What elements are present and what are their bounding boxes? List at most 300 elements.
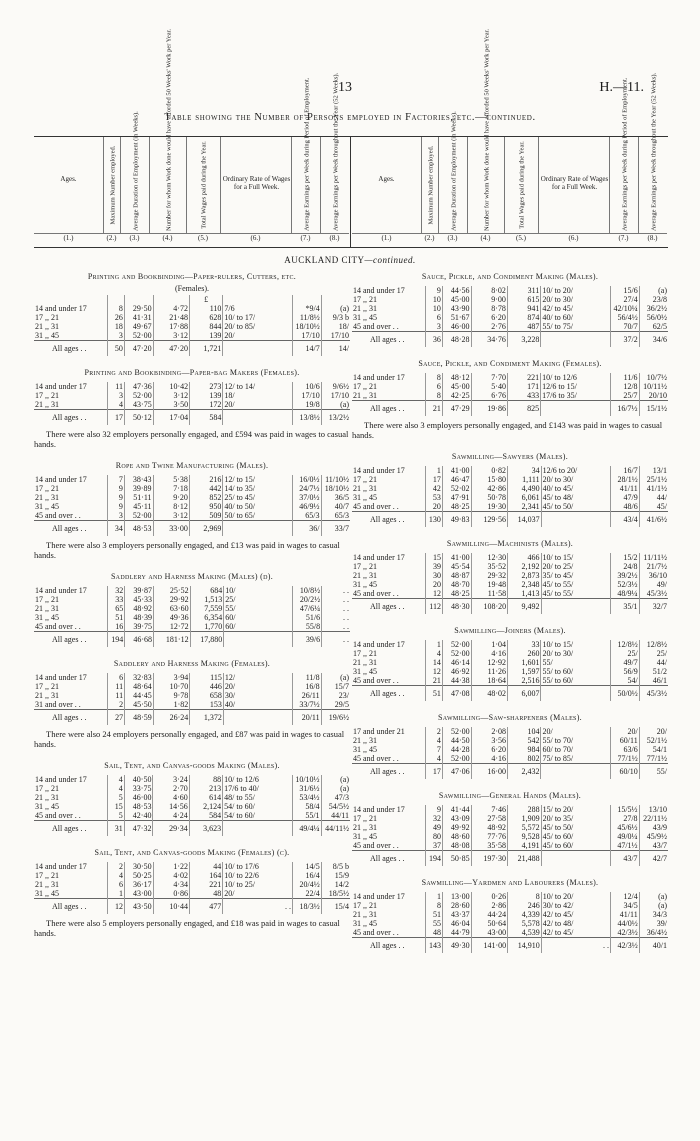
table-cell: 47/3 <box>321 793 350 802</box>
table-cell: 23/ <box>321 691 350 700</box>
table-cell: 40/ to 60/ <box>541 313 610 322</box>
table-cell: 36·17 <box>124 880 153 889</box>
total-cell <box>224 632 293 648</box>
table-cell: 802 <box>508 754 541 764</box>
table-cell: 14 and under 17 <box>353 805 405 814</box>
currency-cell <box>153 295 189 304</box>
total-cell: All ages . . <box>352 851 426 867</box>
column-head-label: Average Earnings per Week throughout the Year (52 Weeks). <box>332 72 339 231</box>
table-cell: 17 ,, 21 <box>35 682 59 691</box>
total-cell: 14,910 <box>508 938 542 954</box>
total-cell: All ages . . <box>34 341 108 357</box>
table-cell: 5 <box>108 793 125 802</box>
table-cell: 36/4½ <box>639 928 668 938</box>
table-cell: 5,578 <box>508 919 542 928</box>
table-cell: 874 <box>507 313 540 322</box>
table-cell: 41·31 <box>124 313 153 322</box>
total-cell: 584 <box>190 410 223 426</box>
table-cell: 41/11 <box>611 484 640 493</box>
table-cell: 16/0½ <box>292 475 321 484</box>
table-cell: 46·00 <box>442 322 471 332</box>
table-cell: 4,339 <box>508 910 542 919</box>
table-row <box>34 673 350 682</box>
column-number: (6.) <box>538 233 609 248</box>
table-cell: 56/0½ <box>639 313 668 322</box>
table-cell: 658 <box>190 691 224 700</box>
table-cell: . . <box>322 595 350 604</box>
table-cell: 40·50 <box>124 775 153 784</box>
table-cell: (a) <box>321 673 350 682</box>
table-cell: 221 <box>507 373 540 382</box>
table-cell: 48·25 <box>442 589 471 599</box>
table-cell: 54/ to 60/ <box>223 811 292 821</box>
total-cell: 18/3½ <box>292 899 321 915</box>
section-spacer <box>352 779 668 785</box>
table-cell: 25/ to 45/ <box>223 493 292 502</box>
table-cell: 45/ <box>639 502 668 512</box>
table-cell: 55 <box>426 919 443 928</box>
total-cell: 6,007 <box>508 686 541 702</box>
table-cell: 7·46 <box>471 805 507 814</box>
table-cell: 6,354 <box>190 613 224 622</box>
table-cell: 33 <box>508 640 541 649</box>
table-cell: 10/11½ <box>639 382 668 391</box>
right-column <box>352 266 668 959</box>
table-cell: 139 <box>190 391 223 400</box>
table-cell: 31 ,, 45 <box>353 313 377 322</box>
total-cell: 60/10 <box>610 764 639 780</box>
table-cell: 88 <box>189 775 222 784</box>
table-cell: 2,341 <box>508 502 542 512</box>
table-cell: 60/ <box>224 613 293 622</box>
table-cell: 14/5 <box>292 862 321 871</box>
table-cell: 34/3 <box>639 910 668 919</box>
table-cell: 45 and over . . <box>353 322 399 331</box>
table-cell: 20/ <box>639 727 668 736</box>
table-cell: 51·11 <box>124 493 153 502</box>
table-cell: 2,192 <box>508 562 541 571</box>
table-row <box>34 862 350 871</box>
table-row <box>34 811 350 821</box>
table-row <box>352 295 668 304</box>
table-cell: 12/8 <box>610 382 639 391</box>
table-cell: 17 ,, 21 <box>353 475 377 484</box>
table-row <box>352 373 668 382</box>
table-cell: 110 <box>189 304 222 313</box>
total-cell: 35/1 <box>610 599 639 615</box>
total-cell: 27 <box>108 710 125 726</box>
table-cell: *9/4 <box>292 304 321 313</box>
table-row <box>34 613 350 622</box>
total-cell: 48·28 <box>442 332 471 348</box>
table-row <box>34 511 350 521</box>
total-cell <box>541 332 610 348</box>
city-heading <box>0 255 700 265</box>
table-cell: 21 ,, 31 <box>35 322 59 331</box>
table-cell: 40/ to 45/ <box>541 484 610 493</box>
total-cell: 194 <box>108 632 125 648</box>
table-cell: 5·38 <box>153 475 189 484</box>
table-cell: . . <box>322 586 350 595</box>
section-table <box>352 286 668 347</box>
table-row <box>34 382 350 391</box>
section-table <box>34 382 350 425</box>
table-cell: 14 <box>426 658 443 667</box>
table-cell: 14 and under 17 <box>35 673 87 682</box>
table-cell: 19·30 <box>471 502 507 512</box>
total-cell: 12 <box>108 899 125 915</box>
table-cell: . . <box>322 604 350 613</box>
table-cell: 21 ,, 31 <box>353 823 377 832</box>
table-cell: 21 ,, 31 <box>353 304 377 313</box>
total-cell: 10·44 <box>153 899 189 915</box>
table-cell: 20/ <box>223 331 292 341</box>
table-cell: 4 <box>108 400 125 410</box>
table-cell: 171 <box>507 382 540 391</box>
table-cell: 9 <box>426 805 443 814</box>
total-cell: All ages . . <box>34 821 108 837</box>
table-cell: 55/ to 70/ <box>541 736 610 745</box>
table-cell: 8·02 <box>471 286 507 295</box>
table-cell: 48·64 <box>125 682 154 691</box>
table-row <box>34 484 350 493</box>
column-head-label: Average Earnings per Week throughout the Year (52 Weeks). <box>650 72 657 231</box>
table-cell: 11/8 <box>292 673 321 682</box>
table-cell: 53/4½ <box>292 793 321 802</box>
table-cell: 21/7½ <box>639 562 668 571</box>
table-cell: 46/1 <box>639 676 668 686</box>
table-row <box>34 793 350 802</box>
table-cell: 25/ <box>224 595 293 604</box>
table-cell: 153 <box>190 700 224 710</box>
currency-cell: £ <box>189 295 222 304</box>
table-row <box>34 331 350 341</box>
table-cell: 14 and under 17 <box>353 466 405 475</box>
column-head-6-right <box>538 137 610 233</box>
section-table <box>34 775 350 836</box>
table-cell: 60/ to 70/ <box>541 745 610 754</box>
table-cell: 31 ,, 45 <box>35 613 59 622</box>
table-cell: 14 and under 17 <box>353 640 405 649</box>
table-cell: 65/3 <box>321 511 350 521</box>
table-row <box>34 622 350 632</box>
table-cell: 20/ to 25/ <box>541 562 610 571</box>
section-spacer <box>352 527 668 533</box>
column-head-label: Maximum Number employed. <box>427 145 434 225</box>
total-cell: 181·12 <box>153 632 190 648</box>
total-cell <box>223 710 292 726</box>
table-cell: 21 ,, 31 <box>35 691 59 700</box>
total-row <box>34 521 350 537</box>
table-cell: 42·86 <box>471 484 507 493</box>
column-head-label: Average Duration of Employment (in Weeks). <box>132 111 139 231</box>
table-cell: 17 ,, 21 <box>353 382 377 391</box>
total-cell: 36 <box>426 332 443 348</box>
column-number: (5.) <box>186 233 220 248</box>
table-cell: 31 ,, 45 <box>353 919 377 928</box>
table-cell: (a) <box>639 901 668 910</box>
total-cell: 112 <box>426 599 443 615</box>
section-spacer <box>34 836 350 842</box>
table-row <box>352 484 668 493</box>
total-cell: 141·00 <box>471 938 507 954</box>
total-cell: 16/7½ <box>610 401 639 417</box>
table-cell: 18/ <box>223 391 293 400</box>
table-cell: 9/6½ <box>321 382 350 391</box>
table-cell: 27·58 <box>471 814 507 823</box>
table-cell: 45 and over . . <box>353 589 399 598</box>
table-cell: 3 <box>108 331 125 341</box>
table-cell: 46·47 <box>442 475 471 484</box>
section-title: Sauce, Pickle, and Condiment Making (Males). <box>421 272 599 281</box>
table-cell: 6·20 <box>471 745 507 754</box>
total-cell: 21 <box>426 401 443 417</box>
total-cell: 40/1 <box>639 938 668 954</box>
table-cell: 7 <box>426 745 443 754</box>
table-cell: 6·76 <box>471 391 507 401</box>
table-cell: 43·09 <box>442 814 471 823</box>
table-cell: 12 <box>426 667 443 676</box>
section-title: Printing and Bookbinding—Paper-bag Makers (Females). <box>84 368 300 377</box>
section-title: Sawmilling—Yardmen and Labourers (Males). <box>421 878 599 887</box>
total-cell: 50·85 <box>442 851 471 867</box>
table-cell: 17 and under 21 <box>353 727 405 736</box>
table-cell: 55/ <box>224 604 293 613</box>
table-cell: 39·87 <box>125 586 154 595</box>
section-spacer <box>34 356 350 362</box>
total-cell: All ages . . <box>34 632 108 648</box>
total-cell: 13/2½ <box>321 410 350 426</box>
table-cell: 52/1½ <box>639 736 668 745</box>
table-row <box>34 604 350 613</box>
table-cell: 4·34 <box>153 880 189 889</box>
total-row <box>352 512 668 528</box>
table-cell: 15 <box>108 802 125 811</box>
table-cell: 30 <box>426 571 443 580</box>
table-cell: 29·32 <box>471 571 507 580</box>
column-number: (7.) <box>609 233 638 248</box>
table-cell: 10/ to 20/ <box>541 286 610 295</box>
total-cell: All ages . . <box>352 764 426 780</box>
page-reference: H.—11. <box>599 80 644 95</box>
table-cell: 36/10 <box>639 571 668 580</box>
table-cell: 10/ to 17/ <box>223 313 292 322</box>
table-cell: 17 ,, 21 <box>35 871 59 880</box>
table-cell: 31 ,, 45 <box>353 580 377 589</box>
section-note: There were also 5 employers personally engaged, and £18 was paid in wages to casual hands. <box>34 918 340 938</box>
table-cell: 20/2½ <box>293 595 322 604</box>
total-cell: All ages . . <box>34 899 108 915</box>
table-cell: 33 <box>108 595 125 604</box>
section-table <box>352 640 668 701</box>
table-cell: 45 and over . . <box>35 811 81 820</box>
table-cell: 13/10 <box>639 805 668 814</box>
table-cell: 77/1½ <box>639 754 668 764</box>
table-cell: 10 <box>426 304 443 313</box>
table-row <box>34 586 350 595</box>
table-row <box>34 871 350 880</box>
table-cell: 60/ <box>224 622 293 632</box>
section-spacer <box>34 647 350 653</box>
table-cell: 47·91 <box>442 493 471 502</box>
table-cell: 20/ <box>223 889 293 899</box>
table-cell: 42/10¼ <box>610 304 639 313</box>
table-cell: 2·76 <box>471 322 507 332</box>
table-cell: 2 <box>108 862 125 871</box>
table-cell: 8·78 <box>471 304 507 313</box>
table-cell: 36/5 <box>321 493 350 502</box>
table-cell: 47/1½ <box>610 841 639 851</box>
table-cell: 55/ to 75/ <box>541 322 610 332</box>
total-cell: 17,880 <box>190 632 224 648</box>
table-cell: 30/ to 42/ <box>541 901 610 910</box>
total-cell: 47·20 <box>153 341 189 357</box>
column-number: (6.) <box>220 233 291 248</box>
total-cell: 26·24 <box>153 710 189 726</box>
table-cell: 37/0½ <box>292 493 321 502</box>
total-cell: All ages . . <box>352 599 426 615</box>
section-title: Sawmilling—General Hands (Males). <box>438 791 582 800</box>
table-cell: 42/ to 48/ <box>541 919 610 928</box>
table-cell: 48·12 <box>442 373 471 382</box>
table-cell: 25/7 <box>610 391 639 401</box>
table-cell: 14 and under 17 <box>35 862 87 871</box>
table-cell: 43/9 <box>639 823 668 832</box>
table-cell: 1 <box>108 889 125 899</box>
section-title: Sawmilling—Joiners (Males). <box>454 626 566 635</box>
table-cell: 1,413 <box>508 589 541 599</box>
table-cell: 31 ,, 45 <box>353 667 377 676</box>
section-table <box>352 466 668 527</box>
table-cell: 14 and under 17 <box>353 373 405 382</box>
table-row <box>352 658 668 667</box>
table-cell: 48·53 <box>124 802 153 811</box>
table-cell: 10/ to 17/6 <box>223 862 293 871</box>
table-cell: 45 and over . . <box>35 622 81 631</box>
table-cell: 49·36 <box>153 613 190 622</box>
table-cell: 4·24 <box>153 811 189 821</box>
table-cell: 6 <box>108 673 125 682</box>
total-cell: 194 <box>426 851 443 867</box>
table-cell: 21 <box>426 676 443 686</box>
table-cell: 20/4½ <box>292 880 321 889</box>
table-cell: 433 <box>507 391 540 401</box>
table-cell: 48·08 <box>442 841 471 851</box>
table-cell: 311 <box>507 286 540 295</box>
column-number: (8.) <box>638 233 667 248</box>
table-cell: 30/ <box>223 691 292 700</box>
column-head-1-left <box>34 137 103 233</box>
table-row <box>34 391 350 400</box>
table-cell: 51 <box>108 613 125 622</box>
table-cell: 3·12 <box>153 331 189 341</box>
table-cell: 15·80 <box>471 475 507 484</box>
table-cell: 45·00 <box>442 382 471 391</box>
total-cell: 48·59 <box>125 710 154 726</box>
table-cell: 6 <box>108 880 125 889</box>
table-cell: 39/ <box>639 919 668 928</box>
table-cell: 11/8½ <box>292 313 321 322</box>
table-cell: 45/ to 50/ <box>541 823 610 832</box>
section-spacer <box>352 701 668 707</box>
table-cell: 11·58 <box>471 589 507 599</box>
column-number: (8.) <box>320 233 349 248</box>
column-head-label: Average Earnings per Week during Period of Employment. <box>303 77 310 231</box>
table-cell: 950 <box>189 502 222 511</box>
table-cell: 17/10 <box>292 391 321 400</box>
table-cell: 51 <box>426 910 443 919</box>
section-spacer <box>34 449 350 455</box>
table-cell: 684 <box>190 586 224 595</box>
table-cell: 45/ to 55/ <box>541 580 610 589</box>
table-row <box>352 736 668 745</box>
table-cell: (a) <box>639 286 668 295</box>
table-cell: 15/9 <box>321 871 350 880</box>
table-cell: 54/1 <box>639 745 668 754</box>
table-cell: 52·00 <box>124 331 153 341</box>
table-cell: 466 <box>508 553 541 562</box>
city-name: AUCKLAND CITY <box>284 255 365 265</box>
total-cell: 46·68 <box>125 632 154 648</box>
section-spacer <box>34 938 350 944</box>
table-cell: 6·20 <box>471 313 507 322</box>
table-cell: 12/8½ <box>610 640 639 649</box>
column-head-5-left <box>186 137 221 233</box>
table-cell: 1·82 <box>153 700 189 710</box>
table-cell: 16 <box>108 622 125 632</box>
column-head-2-left <box>103 137 121 233</box>
table-cell: 27/8 <box>610 814 639 823</box>
column-number: (3.) <box>438 233 467 248</box>
table-cell: 45·00 <box>442 295 471 304</box>
column-head-4-left <box>149 28 187 233</box>
table-cell: 48 <box>190 889 223 899</box>
total-cell: All ages . . <box>352 938 426 954</box>
table-cell: 17 <box>426 475 443 484</box>
table-cell: 17 ,, 21 <box>353 295 377 304</box>
table-cell: 221 <box>190 880 223 889</box>
section-table <box>34 586 350 647</box>
table-cell: 31 ,, 45 <box>35 889 59 898</box>
table-cell: 2·70 <box>153 784 189 793</box>
table-cell: 1,111 <box>508 475 542 484</box>
column-head-2-right <box>421 137 439 233</box>
table-title: Table showing the Number of Persons employed in Factories, etc.—continued. <box>164 112 536 123</box>
total-cell: 44/11½ <box>321 821 350 837</box>
table-row <box>352 304 668 313</box>
section-note: There were also 3 employers personally engaged, and £13 was paid in wages to casual hands. <box>34 540 340 560</box>
table-row <box>352 493 668 502</box>
table-cell: 21 ,, 31 <box>353 910 377 919</box>
total-cell: All ages . . <box>352 512 426 528</box>
table-cell: 31 ,, 45 <box>353 493 377 502</box>
table-cell: 4·72 <box>153 304 189 313</box>
table-cell: (a) <box>321 775 350 784</box>
total-row <box>352 599 668 615</box>
table-cell: 442 <box>189 484 222 493</box>
table-cell: 46·92 <box>442 667 471 676</box>
table-cell: 11/11½ <box>639 553 668 562</box>
total-cell: 47·20 <box>124 341 153 357</box>
section-title: Sauce, Pickle, and Condiment Making (Females). <box>418 359 602 368</box>
total-cell: 1,372 <box>190 710 224 726</box>
table-cell: 4 <box>426 754 443 764</box>
section-spacer <box>34 560 350 566</box>
table-row <box>352 892 668 901</box>
total-cell: 41/6½ <box>639 512 668 528</box>
currency-row <box>34 295 350 304</box>
table-cell: 21 ,, 31 <box>35 604 59 613</box>
